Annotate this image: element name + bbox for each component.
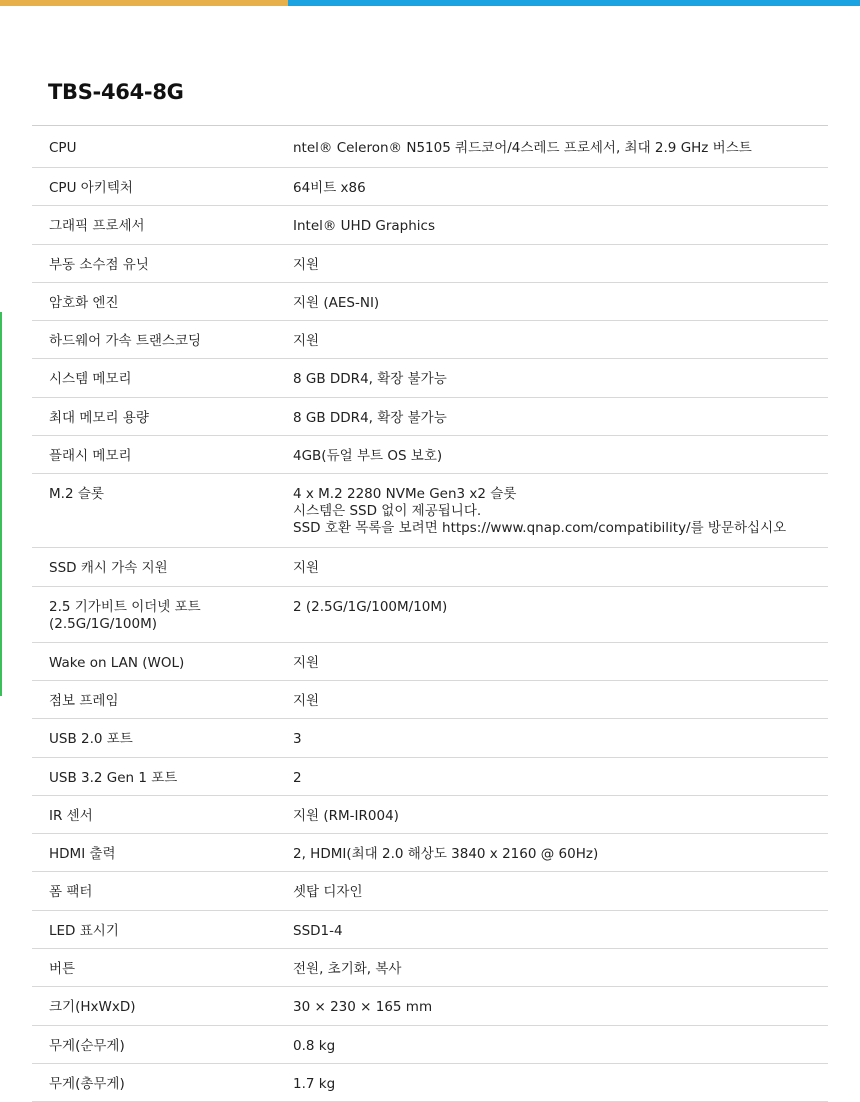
spec-value: [276, 168, 828, 205]
spec-label: 무게(총무게): [49, 1075, 125, 1092]
top-accent-bar-blue: [288, 0, 860, 6]
spec-label: USB 2.0 포트: [49, 731, 133, 748]
spec-value: [276, 834, 828, 871]
spec-label: 폼 팩터: [49, 884, 93, 901]
spec-row: [32, 643, 828, 681]
spec-value-line: SSD1-4: [293, 922, 343, 939]
spec-value-line: 4GB(듀얼 부트 OS 보호): [293, 448, 443, 465]
spec-value: [276, 245, 828, 282]
spec-label: CPU 아키텍처: [49, 180, 133, 196]
spec-value: [276, 872, 828, 909]
spec-value: [276, 911, 828, 948]
model-title: TBS-464-8G: [48, 80, 184, 104]
spec-value-line: SSD 호환 목록을 보려면 https://www.qnap.com/compatibility/를 방문하십시오: [293, 520, 787, 537]
spec-label: 그래픽 프로세서: [49, 218, 145, 235]
spec-row: [32, 719, 828, 757]
spec-label: Wake on LAN (WOL): [49, 654, 185, 671]
spec-label: HDMI 출력: [49, 846, 116, 863]
spec-row: [32, 436, 828, 474]
spec-label: 버튼: [49, 961, 76, 978]
spec-value-line: 1.7 kg: [293, 1075, 336, 1092]
spec-value-line: Intel® UHD Graphics: [293, 218, 436, 235]
spec-value-line: 지원: [293, 333, 320, 350]
top-accent-bar: [0, 0, 860, 6]
spec-value-line: ntel® Celeron® N5105 쿼드코어/4스레드 프로세서, 최대 2.9 GHz 버스트: [293, 140, 752, 156]
spec-label: 부동 소수점 유닛: [49, 256, 149, 273]
spec-value-line: 지원: [293, 692, 320, 709]
spec-value: [276, 796, 828, 833]
spec-label: 플래시 메모리: [49, 448, 132, 465]
spec-value: [276, 949, 828, 986]
spec-row: [32, 949, 828, 987]
spec-row: [32, 1064, 828, 1102]
spec-value: [276, 206, 828, 243]
spec-value-line: 전원, 초기화, 복사: [293, 961, 402, 978]
spec-value-line: 지원 (AES-NI): [293, 294, 380, 311]
spec-value: [276, 1064, 828, 1101]
spec-value-line: 4 x M.2 2280 NVMe Gen3 x2 슬롯: [293, 486, 517, 503]
spec-label: SSD 캐시 가속 지원: [49, 560, 168, 577]
spec-label: 하드웨어 가속 트랜스코딩: [49, 333, 202, 350]
spec-row: [32, 126, 828, 168]
spec-label: 2.5 기가비트 이더넷 포트 (2.5G/1G/100M): [49, 598, 201, 632]
spec-row: [32, 321, 828, 359]
spec-row: [32, 872, 828, 910]
spec-value-line: 3: [293, 731, 302, 748]
spec-value-line: 시스템은 SSD 없이 제공됩니다.: [293, 503, 482, 520]
spec-value-line: 지원: [293, 560, 320, 577]
spec-row: [32, 474, 828, 548]
spec-value-line: 2: [293, 769, 302, 786]
spec-row: [32, 548, 828, 586]
spec-value: [276, 587, 828, 642]
spec-label: 무게(순무게): [49, 1037, 125, 1054]
spec-value: [276, 359, 828, 396]
spec-row: [32, 398, 828, 436]
spec-row: [32, 987, 828, 1025]
spec-label: M.2 슬롯: [49, 486, 104, 503]
spec-row: [32, 359, 828, 397]
spec-row: [32, 587, 828, 643]
spec-value: [276, 126, 828, 167]
spec-value-line: 지원: [293, 654, 320, 671]
spec-row: [32, 834, 828, 872]
spec-value-line: 셋탑 디자인: [293, 884, 363, 901]
spec-row: [32, 245, 828, 283]
spec-label: LED 표시기: [49, 922, 119, 939]
spec-table: [32, 125, 828, 1102]
spec-value-line: 2 (2.5G/1G/100M/10M): [293, 598, 448, 615]
spec-value-line: 지원 (RM-IR004): [293, 807, 399, 824]
spec-row: [32, 681, 828, 719]
spec-row: [32, 168, 828, 206]
spec-row: [32, 1026, 828, 1064]
spec-value: [276, 987, 828, 1024]
spec-row: [32, 206, 828, 244]
top-accent-bar-orange: [0, 0, 288, 6]
spec-value: [276, 681, 828, 718]
spec-value-line: 64비트 x86: [293, 180, 366, 196]
spec-value-line: 8 GB DDR4, 확장 불가능: [293, 371, 447, 388]
spec-row: [32, 283, 828, 321]
spec-value-line: 8 GB DDR4, 확장 불가능: [293, 409, 447, 426]
spec-value: [276, 548, 828, 585]
spec-row: [32, 758, 828, 796]
spec-value: [276, 719, 828, 756]
spec-value: [276, 474, 828, 547]
spec-label: 크기(HxWxD): [49, 999, 136, 1016]
spec-value: [276, 283, 828, 320]
spec-label: CPU: [49, 140, 77, 156]
spec-row: [32, 911, 828, 949]
spec-value-line: 0.8 kg: [293, 1037, 336, 1054]
spec-label: 시스템 메모리: [49, 371, 132, 388]
spec-value: [276, 758, 828, 795]
spec-label: 최대 메모리 용량: [49, 409, 149, 426]
spec-value: [276, 643, 828, 680]
spec-value: [276, 1026, 828, 1063]
spec-value: [276, 321, 828, 358]
side-accent-line: [0, 312, 2, 696]
spec-value-line: 30 × 230 × 165 mm: [293, 999, 433, 1016]
spec-value: [276, 398, 828, 435]
spec-label: USB 3.2 Gen 1 포트: [49, 769, 178, 786]
spec-row: [32, 796, 828, 834]
spec-value: [276, 436, 828, 473]
spec-value-line: 지원: [293, 256, 320, 273]
spec-label: 암호화 엔진: [49, 294, 119, 311]
spec-value-line: 2, HDMI(최대 2.0 해상도 3840 x 2160 @ 60Hz): [293, 846, 599, 863]
spec-label: IR 센서: [49, 807, 93, 824]
spec-label: 점보 프레임: [49, 692, 119, 709]
